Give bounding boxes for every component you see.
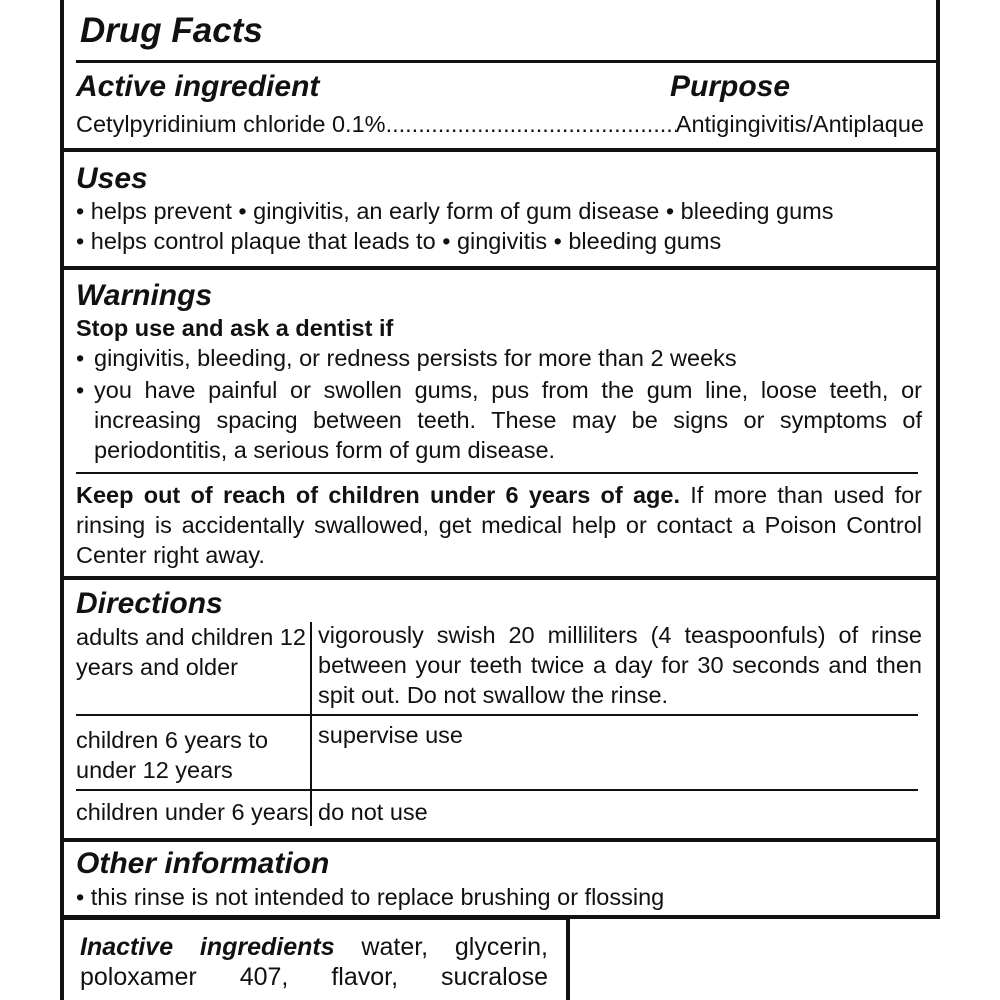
directions-row-divider xyxy=(76,714,918,716)
active-ingredient-purpose: Antigingivitis/Antiplaque xyxy=(675,111,924,137)
keep-out-rest: If more than used for rinsing is accidentally swallowed, get medical help or contact a Poison Control Center right away. xyxy=(76,482,922,568)
section-divider xyxy=(64,838,936,842)
other-information-heading: Other information xyxy=(76,847,330,880)
active-ingredient-row xyxy=(76,109,924,139)
drug-facts-panel xyxy=(60,0,940,919)
directions-row-divider xyxy=(76,789,918,791)
warnings-inner-divider xyxy=(76,472,918,474)
dot-leader xyxy=(386,109,676,139)
uses-line-1: • helps prevent • gingivitis, an early form of gum disease • bleeding gums xyxy=(76,198,834,224)
purpose-heading: Purpose xyxy=(670,70,791,103)
section-divider xyxy=(64,576,936,580)
section-divider xyxy=(64,148,936,152)
inactive-ingredients-list: water, glycerin, poloxamer 407, flavor, sucralose xyxy=(80,933,548,991)
inactive-ingredients-heading: Inactive ingredients xyxy=(80,933,335,961)
directions-what-2: supervise use xyxy=(318,722,463,748)
uses-line-2: • helps control plaque that leads to • gingivitis • bleeding gums xyxy=(76,228,722,254)
inactive-ingredients-text xyxy=(80,932,548,992)
section-divider xyxy=(64,266,936,270)
directions-what-1: vigorously swish 20 milliliters (4 teaspoonfuls) of rinse between your teeth twice a day for 30 seconds and then spit out. Do not swallow the rinse. xyxy=(318,622,922,708)
title-divider xyxy=(76,60,936,63)
directions-who-2: children 6 years to under 12 years xyxy=(76,727,269,783)
bullet-glyph: • xyxy=(76,345,85,371)
warnings-heading: Warnings xyxy=(76,279,213,312)
active-ingredient-name: Cetylpyridinium chloride 0.1% xyxy=(76,111,386,137)
warning-bullet-1: • gingivitis, bleeding, or redness persists for more than 2 weeks xyxy=(76,345,737,371)
other-information-line: • this rinse is not intended to replace brushing or flossing xyxy=(76,884,665,910)
directions-who-1: adults and children 12 years and older xyxy=(76,624,306,680)
keep-out-bold: Keep out of reach of children under 6 years of age. xyxy=(76,482,680,508)
active-ingredient-heading: Active ingredient xyxy=(76,70,320,103)
stop-use-heading: Stop use and ask a dentist if xyxy=(76,315,394,341)
directions-heading: Directions xyxy=(76,587,223,620)
directions-what-3: do not use xyxy=(318,799,428,825)
bullet-glyph: • xyxy=(76,377,85,403)
keep-out-of-reach xyxy=(76,480,922,570)
inactive-ingredients-box xyxy=(60,916,570,1000)
warning-bullet-2: • you have painful or swollen gums, pus from the gum line, loose teeth, or increasing spacing between teeth. These may be signs or symptoms of periodontitis, a serious form of gum disease. xyxy=(76,377,922,463)
directions-column-divider xyxy=(310,622,312,826)
uses-heading: Uses xyxy=(76,162,148,195)
directions-who-3: children under 6 years xyxy=(76,799,309,825)
drug-facts-title: Drug Facts xyxy=(80,11,263,50)
